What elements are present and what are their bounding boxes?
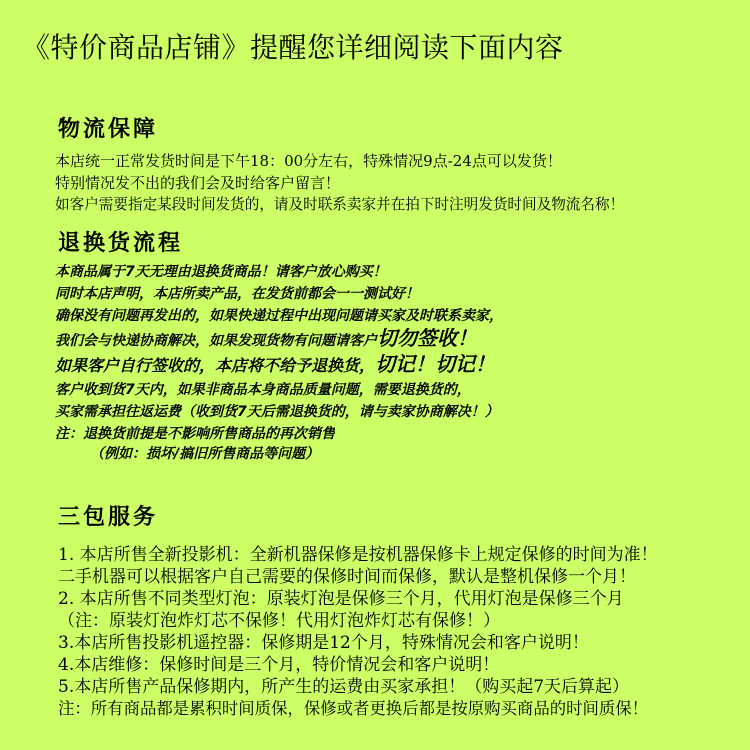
logistics-line: 如客户需要指定某段时间发货的，请及时联系卖家并在拍下时注明发货时间及物流名称！ (55, 196, 625, 213)
returns-line: 确保没有问题再发出的，如果快递过程中出现问题请买家及时联系卖家， (55, 308, 503, 324)
returns-note: 注：退换货前提是不影响所售商品的再次销售 (55, 426, 335, 442)
returns-example: （例如：损坏/搞旧所售商品等问题） (90, 446, 320, 462)
returns-line (55, 354, 495, 376)
logistics-line: 本店统一正常发货时间是下午18：00分左右，特殊情况9点-24点可以发货！ (55, 152, 562, 170)
returns-line-text: 如果客户自行签收的，本店将不给予退换货， (55, 356, 376, 375)
remember-warning: 切记！切记！ (375, 354, 496, 376)
logistics-line: 特别情况发不出的我们会及时给客户留言！ (55, 174, 341, 192)
returns-line: 本商品属于7天无理由退换货商品！请客户放心购买！ (55, 264, 387, 280)
returns-line: 客户收到货7天内，如果非商品本身商品质量问题，需要退换货的， (55, 382, 471, 398)
returns-line: 买家需承担往返运费（收到货7天后需退换货的，请与卖家协商解决！） (55, 404, 499, 420)
warranty-line: 4.本店维修：保修时间是三个月，特价情况会和客户说明！ (58, 655, 500, 675)
logistics-heading: 物流保障 (58, 117, 159, 142)
warranty-line: 2. 本店所售不同类型灯泡：原装灯泡是保修三个月，代用灯泡是保修三个月 (58, 589, 624, 609)
returns-line-text: 我们会与快递协商解决，如果发现货物有问题请客户 (55, 333, 377, 349)
warranty-line: 二手机器可以根据客户自己需要的保修时间而保修，默认是整机保修一个月！ (58, 567, 636, 587)
warranty-heading: 三包服务 (58, 505, 159, 530)
returns-heading: 退换货流程 (58, 231, 184, 256)
do-not-sign-warning: 切勿签收！ (377, 328, 477, 350)
page-title: 《特价商品店铺》提醒您详细阅读下面内容 (22, 31, 564, 64)
warranty-line: （注：原装灯泡炸灯芯不保修！代用灯泡炸灯芯有保修！） (58, 611, 500, 631)
returns-line: 同时本店声明，本店所卖产品，在发货前都会一一测试好！ (55, 286, 419, 302)
returns-line (55, 328, 477, 351)
warranty-line: 5.本店所售产品保修期内，所产生的运费由买家承担！（购买起7天后算起） (58, 677, 630, 697)
warranty-line: 1. 本店所售全新投影机：全新机器保修是按机器保修卡上规定保修的时间为准！ (58, 545, 658, 565)
warranty-line: 3.本店所售投影机遥控器：保修期是12个月，特殊情况会和客户说明！ (58, 633, 589, 653)
warranty-note: 注：所有商品都是累积时间质保，保修或者更换后都是按原购买商品的时间质保！ (58, 699, 649, 718)
